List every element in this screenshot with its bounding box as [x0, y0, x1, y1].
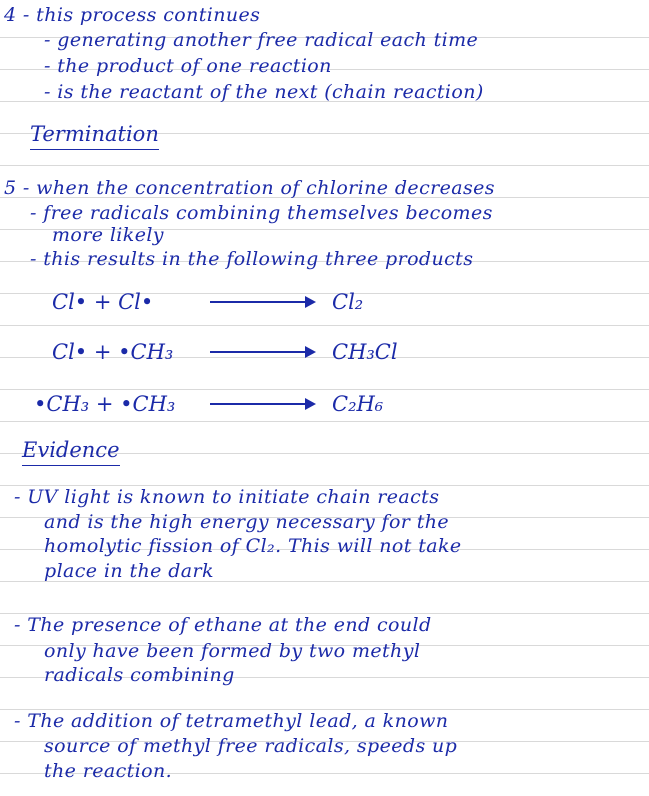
evidence-heading: Evidence: [22, 438, 120, 462]
evidence-1-line-2: and is the high energy necessary for the: [44, 511, 450, 533]
equation-2: [52, 340, 398, 364]
arrow-right-icon: [210, 351, 314, 353]
equation-3-product: C₂H₆: [332, 392, 384, 416]
evidence-1-line-1: - UV light is known to initiate chain reacts: [14, 486, 440, 508]
step4-point-1: - generating another free radical each time: [44, 29, 479, 51]
arrow-right-icon: [210, 403, 314, 405]
equation-1-reactants: Cl• + Cl•: [52, 290, 154, 314]
termination-heading: Termination: [30, 122, 159, 146]
step5-point-1: - free radicals combining themselves becomes: [30, 202, 493, 224]
evidence-3-line-2: source of methyl free radicals, speeds up: [44, 735, 458, 757]
evidence-1-line-4: place in the dark: [44, 560, 214, 582]
equation-3: [34, 392, 383, 416]
evidence-2-line-1: - The presence of ethane at the end could: [14, 614, 432, 636]
step5-title: 5 - when the concentration of chlorine decreases: [4, 177, 495, 199]
evidence-3-line-3: the reaction.: [44, 760, 173, 782]
evidence-3-line-1: - The addition of tetramethyl lead, a known: [14, 710, 449, 732]
evidence-1-line-3: homolytic fission of Cl₂. This will not take: [44, 535, 462, 557]
equation-1-product: Cl₂: [332, 290, 364, 314]
step4-point-2: - the product of one reaction: [44, 55, 332, 77]
arrow-right-icon: [210, 301, 314, 303]
evidence-2-line-3: radicals combining: [44, 664, 235, 686]
step5-point-1-cont: more likely: [52, 224, 164, 246]
equation-3-reactants: •CH₃ + •CH₃: [34, 392, 176, 416]
equation-2-product: CH₃Cl: [332, 340, 398, 364]
step4-point-3: - is the reactant of the next (chain reaction): [44, 81, 484, 103]
evidence-2-line-2: only have been formed by two methyl: [44, 640, 421, 662]
equation-1: [52, 290, 363, 314]
step5-point-2: - this results in the following three products: [30, 248, 474, 270]
step4-title: 4 - this process continues: [4, 4, 261, 26]
equation-2-reactants: Cl• + •CH₃: [52, 340, 174, 364]
